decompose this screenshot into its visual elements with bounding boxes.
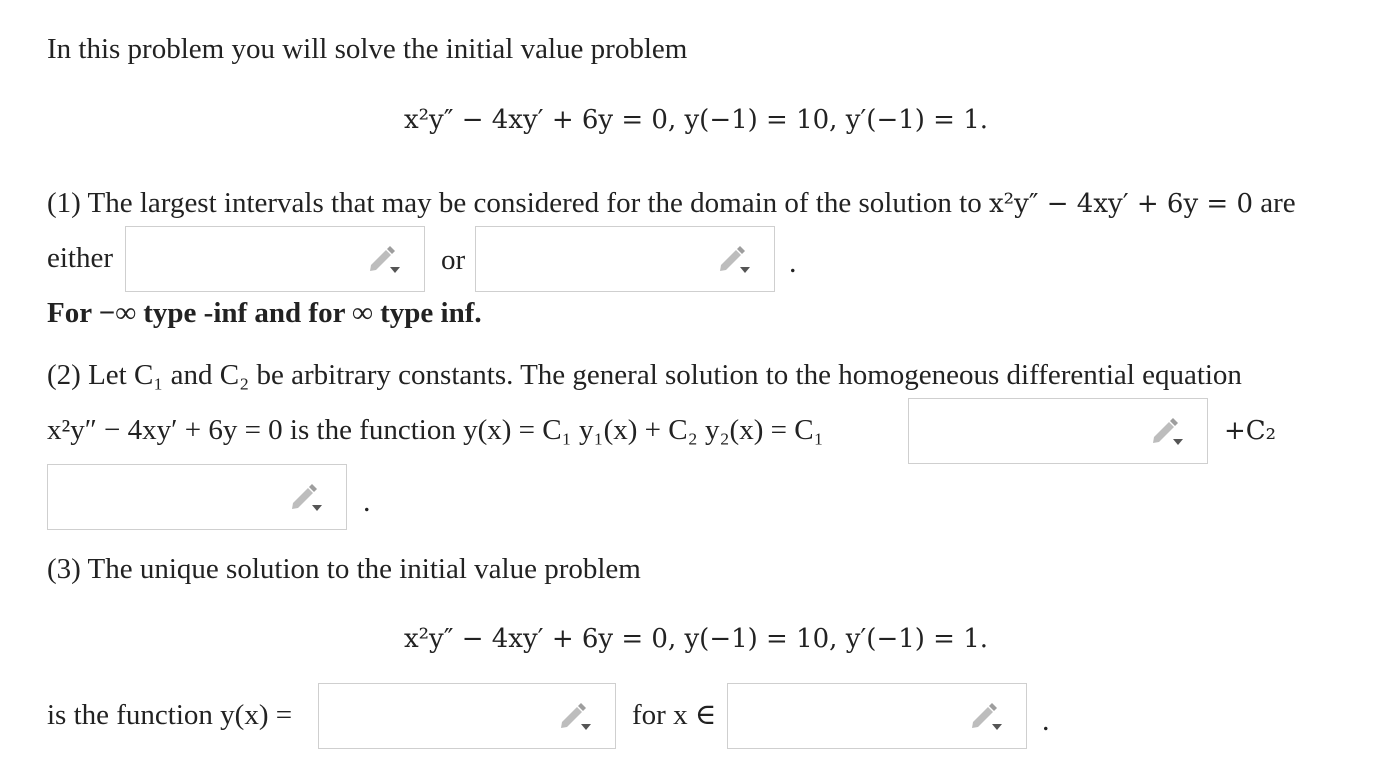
pencil-edit-icon[interactable] [968,700,1004,732]
general-solution-y2-input[interactable] [47,464,347,530]
interval-answer-1-input[interactable] [125,226,425,292]
part1-statement: (1) The largest intervals that may be considered for the domain of the solution to [47,187,982,219]
part3-text: (3) The unique solution to the initial value problem [47,553,641,585]
part1-are: are [1260,187,1296,219]
interval-answer-2-input[interactable] [475,226,775,292]
solution-interval-input[interactable] [727,683,1027,749]
unique-solution-input[interactable] [318,683,616,749]
part3-is-function: is the function y(x) = [47,699,293,731]
part1-equation: x²y″ − 4xy′ + 6y = 0 [989,189,1253,219]
period-3: . [1042,704,1050,737]
part1-either: either [47,242,114,274]
pencil-edit-icon[interactable] [366,243,402,275]
part3-for-x-in: for x ∈ [632,699,717,731]
part2-text-b: x²y″ − 4xy′ + 6y = 0 is the function y(x) = C₁ y₁(x) + C₂ y₂(x) = C₁ [47,414,824,446]
intro-text: In this problem you will solve the initial value problem [47,33,688,65]
part1-or: or [441,244,466,276]
pencil-edit-icon[interactable] [557,700,593,732]
part3-equation: x²y″ − 4xy′ + 6y = 0, y(−1) = 10, y′(−1) = 1. [403,624,989,654]
ivp-equation: x²y″ − 4xy′ + 6y = 0, y(−1) = 10, y′(−1) = 1. [403,105,989,135]
part1-note: For −∞ type -inf and for ∞ type inf. [47,297,482,329]
part1-text [47,185,1296,222]
period-1: . [789,246,797,279]
general-solution-y1-input[interactable] [908,398,1208,464]
pencil-edit-icon[interactable] [288,481,324,513]
pencil-edit-icon[interactable] [1149,415,1185,447]
part2-text: (2) Let C₁ and C₂ be arbitrary constants. The general solution to the homogeneous differential equation [47,359,1242,391]
period-2: . [363,485,371,518]
pencil-edit-icon[interactable] [716,243,752,275]
plus-c2-term: +C₂ [1224,416,1277,446]
